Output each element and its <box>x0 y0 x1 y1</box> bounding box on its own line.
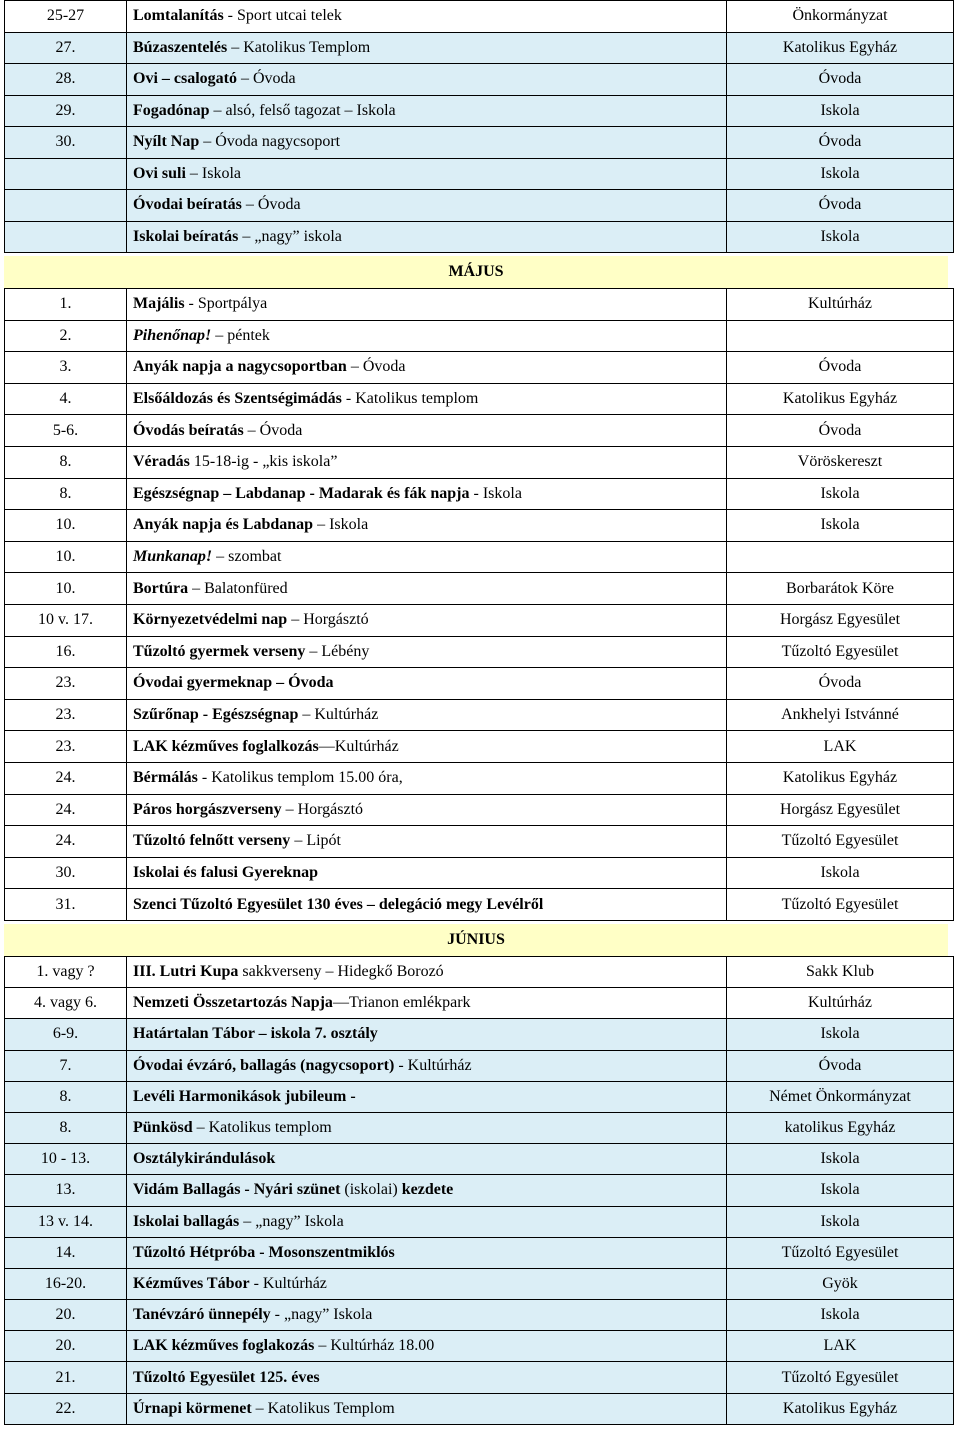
event-description <box>127 446 727 478</box>
event-row <box>5 731 954 763</box>
event-row <box>5 636 954 668</box>
event-description <box>127 352 727 384</box>
event-location: – Óvoda <box>241 196 301 214</box>
event-description <box>127 889 727 921</box>
event-location: – Óvoda <box>243 421 303 439</box>
event-row <box>5 1112 954 1143</box>
event-row <box>5 510 954 542</box>
event-description <box>127 1050 727 1081</box>
event-location: – Katolikus Templom <box>251 1399 395 1417</box>
event-organizer: katolikus Egyház <box>727 1112 954 1143</box>
event-description <box>127 221 727 253</box>
event-title: Bortúra <box>133 579 189 597</box>
event-row <box>5 1081 954 1112</box>
event-title: Vidám Ballagás - Nyári szünet <box>133 1181 341 1199</box>
event-row <box>5 1237 954 1268</box>
event-date: 27. <box>5 32 127 64</box>
event-title: III. Lutri Kupa <box>133 963 239 981</box>
event-title: Bérmálás <box>133 769 198 787</box>
event-description <box>127 320 727 352</box>
event-row <box>5 352 954 384</box>
event-description <box>127 1175 727 1206</box>
event-location: sakkverseny – Hidegkő Borozó <box>238 963 444 981</box>
event-date: 7. <box>5 1050 127 1081</box>
event-date: 31. <box>5 889 127 921</box>
event-organizer: Katolikus Egyház <box>727 1393 954 1424</box>
event-title: Iskolai ballagás <box>133 1212 240 1230</box>
event-description <box>127 64 727 96</box>
event-date: 16-20. <box>5 1268 127 1299</box>
event-row <box>5 541 954 573</box>
event-date: 8. <box>5 1081 127 1112</box>
event-date: 14. <box>5 1237 127 1268</box>
event-title: Tűzoltó Egyesület 125. éves <box>133 1368 320 1386</box>
event-row <box>5 289 954 321</box>
event-organizer: Óvoda <box>727 415 954 447</box>
event-date: 8. <box>5 446 127 478</box>
event-organizer: Óvoda <box>727 668 954 700</box>
event-date: 23. <box>5 699 127 731</box>
event-organizer: LAK <box>727 731 954 763</box>
event-row <box>5 478 954 510</box>
event-title: Tanévzáró ünnepély <box>133 1306 271 1324</box>
event-location: - Iskola <box>469 484 522 502</box>
event-row <box>5 889 954 921</box>
event-row <box>5 446 954 478</box>
event-organizer: Tűzoltó Egyesület <box>727 826 954 858</box>
event-location: - „nagy” Iskola <box>270 1306 373 1324</box>
event-row <box>5 383 954 415</box>
event-organizer: Óvoda <box>727 1050 954 1081</box>
event-description <box>127 988 727 1019</box>
event-organizer: Iskola <box>727 158 954 190</box>
june-events-table <box>4 956 954 1425</box>
event-date: 25-27 <box>5 1 127 33</box>
event-row <box>5 857 954 889</box>
event-organizer: Kultúrház <box>727 988 954 1019</box>
event-organizer: Tűzoltó Egyesület <box>727 889 954 921</box>
event-organizer: Vöröskereszt <box>727 446 954 478</box>
event-row <box>5 320 954 352</box>
event-location: – „nagy” iskola <box>238 227 342 245</box>
event-title: Úrnapi körmenet <box>133 1399 252 1417</box>
event-organizer: Katolikus Egyház <box>727 383 954 415</box>
event-row <box>5 1393 954 1424</box>
event-title: LAK kézműves foglakozás <box>133 1337 315 1355</box>
event-description <box>127 158 727 190</box>
event-location: – Horgásztó <box>287 611 369 629</box>
event-row <box>5 1 954 33</box>
event-date: 24. <box>5 826 127 858</box>
event-description <box>127 957 727 988</box>
event-date: 24. <box>5 794 127 826</box>
event-date: 4. vagy 6. <box>5 988 127 1019</box>
event-row <box>5 1300 954 1331</box>
event-row <box>5 573 954 605</box>
event-organizer: Iskola <box>727 1144 954 1175</box>
event-organizer: Iskola <box>727 1175 954 1206</box>
event-organizer: Kultúrház <box>727 289 954 321</box>
event-date: 1. <box>5 289 127 321</box>
event-title: Iskolai és falusi Gyereknap <box>133 863 319 881</box>
event-description <box>127 604 727 636</box>
may-events-table <box>4 288 954 921</box>
event-location: —Kultúrház <box>318 737 399 755</box>
event-row <box>5 762 954 794</box>
event-description <box>127 1112 727 1143</box>
event-description <box>127 762 727 794</box>
event-title: Osztálykirándulások <box>133 1150 276 1168</box>
event-row <box>5 1362 954 1393</box>
event-organizer: Iskola <box>727 857 954 889</box>
event-date: 5-6. <box>5 415 127 447</box>
event-location: —Trianon emlékpark <box>332 994 471 1012</box>
event-title: Fogadónap <box>133 101 210 119</box>
event-title: Óvodai beíratás <box>133 196 242 214</box>
event-organizer: Iskola <box>727 510 954 542</box>
event-row <box>5 127 954 159</box>
event-organizer: Tűzoltó Egyesület <box>727 636 954 668</box>
event-date <box>5 221 127 253</box>
event-organizer: Óvoda <box>727 190 954 222</box>
event-organizer: Iskola <box>727 1206 954 1237</box>
event-date <box>5 158 127 190</box>
event-date: 23. <box>5 731 127 763</box>
event-title: Tűzoltó gyermek verseny <box>133 642 306 660</box>
event-row <box>5 699 954 731</box>
event-date: 3. <box>5 352 127 384</box>
event-row <box>5 32 954 64</box>
event-title: Lomtalanítás <box>133 7 224 25</box>
event-title: Szenci Tűzoltó Egyesület 130 éves – delegáció megy Levélről <box>133 895 544 913</box>
event-description <box>127 478 727 510</box>
event-location: – Lébény <box>305 642 370 660</box>
event-organizer: Borbarátok Köre <box>727 573 954 605</box>
event-organizer: Ankhelyi Istvánné <box>727 699 954 731</box>
event-description <box>127 1144 727 1175</box>
event-description <box>127 1206 727 1237</box>
event-location: – Iskola <box>313 516 369 534</box>
event-title: Iskolai beíratás <box>133 227 239 245</box>
event-description <box>127 668 727 700</box>
event-location: – Katolikus templom <box>192 1119 332 1137</box>
event-organizer: Német Önkormányzat <box>727 1081 954 1112</box>
event-title: Levéli Harmonikások jubileum - <box>133 1087 356 1105</box>
event-title: Véradás <box>133 453 190 471</box>
event-organizer <box>727 541 954 573</box>
event-title: Óvodás beíratás <box>133 421 244 439</box>
event-location: – Óvoda <box>346 358 406 376</box>
event-location: – Iskola <box>185 164 242 182</box>
event-row <box>5 988 954 1019</box>
event-location: – Óvoda <box>237 70 296 88</box>
event-organizer: LAK <box>727 1331 954 1362</box>
event-title-suffix: kezdete <box>401 1181 454 1199</box>
event-date: 1. vagy ? <box>5 957 127 988</box>
event-location: 15-18-ig - „kis iskola” <box>189 453 338 471</box>
event-organizer <box>727 320 954 352</box>
event-title: Ovi suli <box>133 164 186 182</box>
event-row <box>5 604 954 636</box>
event-title: LAK kézműves foglalkozás <box>133 737 319 755</box>
event-organizer: Katolikus Egyház <box>727 32 954 64</box>
event-date: 8. <box>5 478 127 510</box>
event-description <box>127 857 727 889</box>
event-organizer: Tűzoltó Egyesület <box>727 1362 954 1393</box>
event-date: 8. <box>5 1112 127 1143</box>
event-title: Munkanap! <box>133 548 213 566</box>
event-organizer: Sakk Klub <box>727 957 954 988</box>
event-row <box>5 957 954 988</box>
event-location: - Sport utcai telek <box>223 7 342 25</box>
event-description <box>127 541 727 573</box>
event-title: Óvodai gyermeknap – Óvoda <box>133 674 334 692</box>
event-date: 13 v. 14. <box>5 1206 127 1237</box>
event-title: Kézműves Tábor <box>133 1274 250 1292</box>
event-row <box>5 1050 954 1081</box>
event-row <box>5 64 954 96</box>
event-title: Anyák napja és Labdanap <box>133 516 314 534</box>
event-description <box>127 699 727 731</box>
event-row <box>5 95 954 127</box>
event-date: 4. <box>5 383 127 415</box>
event-description <box>127 190 727 222</box>
event-organizer: Tűzoltó Egyesület <box>727 1237 954 1268</box>
event-title: Búzaszentelés <box>133 38 228 56</box>
event-title: Határtalan Tábor – iskola 7. osztály <box>133 1025 378 1043</box>
event-location: – „nagy” Iskola <box>239 1212 344 1230</box>
event-description <box>127 1237 727 1268</box>
event-row <box>5 794 954 826</box>
event-date: 30. <box>5 857 127 889</box>
event-date: 10 v. 17. <box>5 604 127 636</box>
event-organizer: Óvoda <box>727 127 954 159</box>
event-organizer: Óvoda <box>727 352 954 384</box>
event-date: 6-9. <box>5 1019 127 1050</box>
event-row <box>5 158 954 190</box>
event-row <box>5 1019 954 1050</box>
event-title: Elsőáldozás és Szentségimádás <box>133 390 342 408</box>
event-organizer: Iskola <box>727 221 954 253</box>
event-description <box>127 1 727 33</box>
event-location: - Katolikus templom <box>341 390 479 408</box>
event-location: – Horgásztó <box>281 800 364 818</box>
event-description <box>127 1081 727 1112</box>
event-title: Anyák napja a nagycsoportban <box>133 358 347 376</box>
event-title: Tűzoltó Hétpróba - Mosonszentmiklós <box>133 1243 395 1261</box>
event-title: Pihenőnap! <box>133 326 212 344</box>
event-row <box>5 415 954 447</box>
month-heading-june: JÚNIUS <box>4 924 948 956</box>
event-description <box>127 1300 727 1331</box>
event-date: 10 - 13. <box>5 1144 127 1175</box>
event-location: – péntek <box>211 326 270 344</box>
event-row <box>5 1206 954 1237</box>
event-title: Páros horgászverseny <box>133 800 282 818</box>
event-organizer: Óvoda <box>727 64 954 96</box>
event-row <box>5 1331 954 1362</box>
event-location: (iskolai) <box>340 1181 402 1199</box>
event-title: Pünkösd <box>133 1119 193 1137</box>
event-organizer: Iskola <box>727 1300 954 1331</box>
event-date <box>5 190 127 222</box>
event-organizer: Horgász Egyesület <box>727 604 954 636</box>
event-title: Szűrőnap - Egészségnap <box>133 706 299 724</box>
event-organizer: Iskola <box>727 478 954 510</box>
event-location: – szombat <box>212 548 282 566</box>
event-date: 23. <box>5 668 127 700</box>
event-description <box>127 826 727 858</box>
event-title: Óvodai évzáró, ballagás (nagycsoport) <box>133 1056 395 1074</box>
event-title: Ovi – csalogató <box>133 70 237 88</box>
event-location: – Lipót <box>290 832 341 850</box>
event-description <box>127 32 727 64</box>
event-date: 24. <box>5 762 127 794</box>
event-location: – Kultúrház 18.00 <box>314 1337 435 1355</box>
event-title: Környezetvédelmi nap <box>133 611 288 629</box>
event-location: - Katolikus templom 15.00 óra, <box>197 769 403 787</box>
event-organizer: Iskola <box>727 95 954 127</box>
event-title: Nyílt Nap <box>133 133 200 151</box>
event-date: 22. <box>5 1393 127 1424</box>
event-description <box>127 1268 727 1299</box>
event-location: - Sportpálya <box>184 295 268 313</box>
event-description <box>127 289 727 321</box>
event-date: 20. <box>5 1331 127 1362</box>
event-description <box>127 731 727 763</box>
event-date: 29. <box>5 95 127 127</box>
event-row <box>5 826 954 858</box>
month-heading-may: MÁJUS <box>4 256 948 288</box>
event-date: 2. <box>5 320 127 352</box>
event-date: 10. <box>5 541 127 573</box>
event-location: - Kultúrház <box>249 1274 327 1292</box>
event-location: – Óvoda nagycsoport <box>199 133 341 151</box>
event-organizer: Katolikus Egyház <box>727 762 954 794</box>
event-description <box>127 794 727 826</box>
event-description <box>127 1331 727 1362</box>
event-title: Tűzoltó felnőtt verseny <box>133 832 291 850</box>
event-date: 20. <box>5 1300 127 1331</box>
event-date: 10. <box>5 510 127 542</box>
event-organizer: Horgász Egyesület <box>727 794 954 826</box>
event-organizer: Gyök <box>727 1268 954 1299</box>
event-date: 28. <box>5 64 127 96</box>
event-date: 10. <box>5 573 127 605</box>
event-date: 30. <box>5 127 127 159</box>
event-location: – alsó, felső tagozat – Iskola <box>209 101 396 119</box>
event-title: Egészségnap – Labdanap - Madarak és fák napja <box>133 484 470 502</box>
event-description <box>127 383 727 415</box>
event-date: 16. <box>5 636 127 668</box>
event-row <box>5 221 954 253</box>
event-date: 21. <box>5 1362 127 1393</box>
event-organizer: Iskola <box>727 1019 954 1050</box>
event-description <box>127 636 727 668</box>
event-description <box>127 127 727 159</box>
event-location: – Balatonfüred <box>188 579 288 597</box>
event-description <box>127 415 727 447</box>
event-location: – Katolikus Templom <box>227 38 371 56</box>
event-title: Nemzeti Összetartozás Napja <box>133 994 333 1012</box>
event-row <box>5 1144 954 1175</box>
event-date: 13. <box>5 1175 127 1206</box>
event-location: – Kultúrház <box>298 706 379 724</box>
event-row <box>5 668 954 700</box>
event-organizer: Önkormányzat <box>727 1 954 33</box>
event-row <box>5 1175 954 1206</box>
event-title: Majális <box>133 295 185 313</box>
event-description <box>127 95 727 127</box>
event-description <box>127 573 727 605</box>
event-description <box>127 1019 727 1050</box>
april-events-table <box>4 0 954 253</box>
event-row <box>5 190 954 222</box>
event-description <box>127 510 727 542</box>
event-location: - Kultúrház <box>394 1056 472 1074</box>
event-row <box>5 1268 954 1299</box>
event-description <box>127 1393 727 1424</box>
event-description <box>127 1362 727 1393</box>
